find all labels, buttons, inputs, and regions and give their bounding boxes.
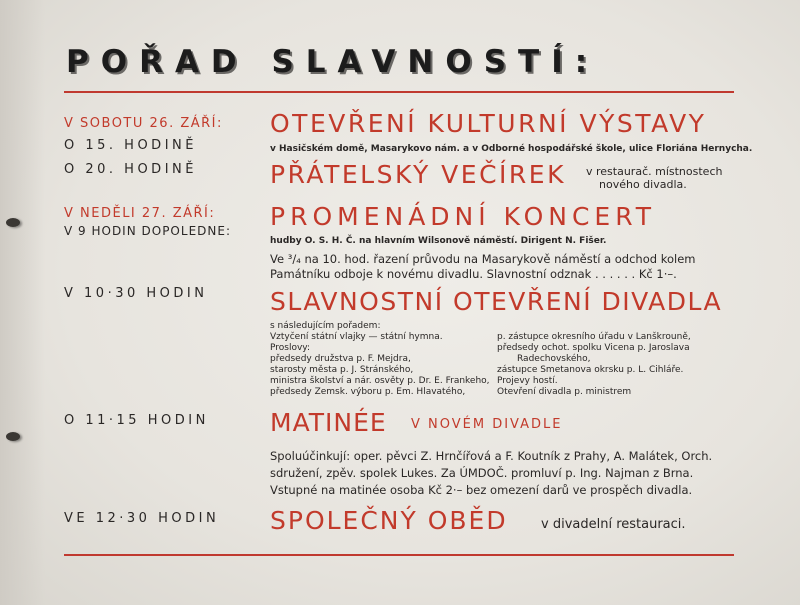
party-heading: PŘÁTELSKÝ VEČÍREK	[270, 160, 566, 189]
program-item: předsedy Zemsk. výboru p. Em. Hlavatého,	[270, 387, 466, 397]
program-item: Projevy hostí.	[497, 376, 558, 386]
opening-program-left	[270, 321, 490, 398]
time-1230: VE 12·30 HODIN	[64, 511, 220, 526]
time-15: O 15. HODINĚ	[64, 138, 197, 153]
party-note-1: v restaurač. místnostech	[586, 165, 723, 178]
program-item: starosty města p. J. Stránského,	[270, 365, 414, 375]
program-item: Proslovy:	[270, 343, 311, 353]
party-note-2: nového divadla.	[599, 178, 687, 191]
matinee-heading: MATINÉE	[270, 408, 387, 437]
procession-line-2: Památníku odboje k novému divadlu. Slavnostní odznak . . . . . . Kč 1·–.	[270, 267, 677, 281]
concert-heading: PROMENÁDNÍ KONCERT	[270, 202, 657, 231]
lunch-note: v divadelní restauraci.	[541, 517, 686, 532]
opening-program-right	[497, 332, 691, 398]
program-item: Otevření divadla p. ministrem	[497, 387, 632, 397]
program-item: předsedy ochot. spolku Vicena p. Jaroslava	[497, 343, 690, 353]
matinee-subheading: V NOVÉM DIVADLE	[411, 417, 563, 432]
saturday-label: V SOBOTU 26. ZÁŘÍ:	[64, 116, 223, 131]
lunch-heading: SPOLEČNÝ OBĚD	[270, 506, 508, 535]
program-item: Radechovského,	[517, 354, 591, 364]
matinee-line: sdružení, zpěv. spolek Lukes. Za ÚMDOČ. promluví p. Ing. Najman z Brna.	[270, 466, 694, 480]
program-item: s následujícím pořadem:	[270, 321, 381, 331]
time-9: V 9 HODIN DOPOLEDNE:	[64, 224, 231, 238]
opening-heading: SLAVNOSTNÍ OTEVŘENÍ DIVADLA	[270, 287, 723, 316]
page-title: POŘAD SLAVNOSTÍ:	[66, 44, 600, 80]
concert-note: hudby O. S. H. Č. na hlavním Wilsonově náměstí. Dirigent N. Fišer.	[270, 236, 607, 246]
bottom-divider	[64, 554, 734, 556]
binding-hole	[6, 218, 20, 227]
program-item: zástupce Smetanova okrsku p. L. Cihláře.	[497, 365, 684, 375]
sunday-label: V NEDĚLI 27. ZÁŘÍ:	[64, 206, 216, 221]
procession-line-1: Ve ³/₄ na 10. hod. řazení průvodu na Masarykově náměstí a odchod kolem	[270, 252, 696, 266]
program-item: Vztyčení státní vlajky — státní hymna.	[270, 332, 443, 342]
program-item: p. zástupce okresního úřadu v Lanškrouně,	[497, 332, 691, 342]
time-1115: O 11·15 HODIN	[64, 413, 209, 428]
program-item: předsedy družstva p. F. Mejdra,	[270, 354, 411, 364]
matinee-details	[270, 448, 712, 499]
matinee-line: Vstupné na matinée osoba Kč 2·– bez omezení darů ve prospěch divadla.	[270, 483, 693, 497]
exhibition-heading: OTEVŘENÍ KULTURNÍ VÝSTAVY	[270, 109, 707, 138]
top-divider	[64, 91, 734, 93]
time-20: O 20. HODINĚ	[64, 162, 197, 177]
time-1030: V 10·30 HODIN	[64, 286, 208, 301]
program-item: ministra školství a nár. osvěty p. Dr. E. Frankeho,	[270, 376, 490, 386]
exhibition-note: v Hasičském domě, Masarykovo nám. a v Odborné hospodářské škole, ulice Floriána Hernycha.	[270, 144, 753, 154]
binding-hole	[6, 432, 20, 441]
matinee-line: Spoluúčinkují: oper. pěvci Z. Hrnčířová a F. Koutník z Prahy, A. Malátek, Orch.	[270, 449, 713, 463]
page-edge-shadow	[0, 0, 45, 605]
